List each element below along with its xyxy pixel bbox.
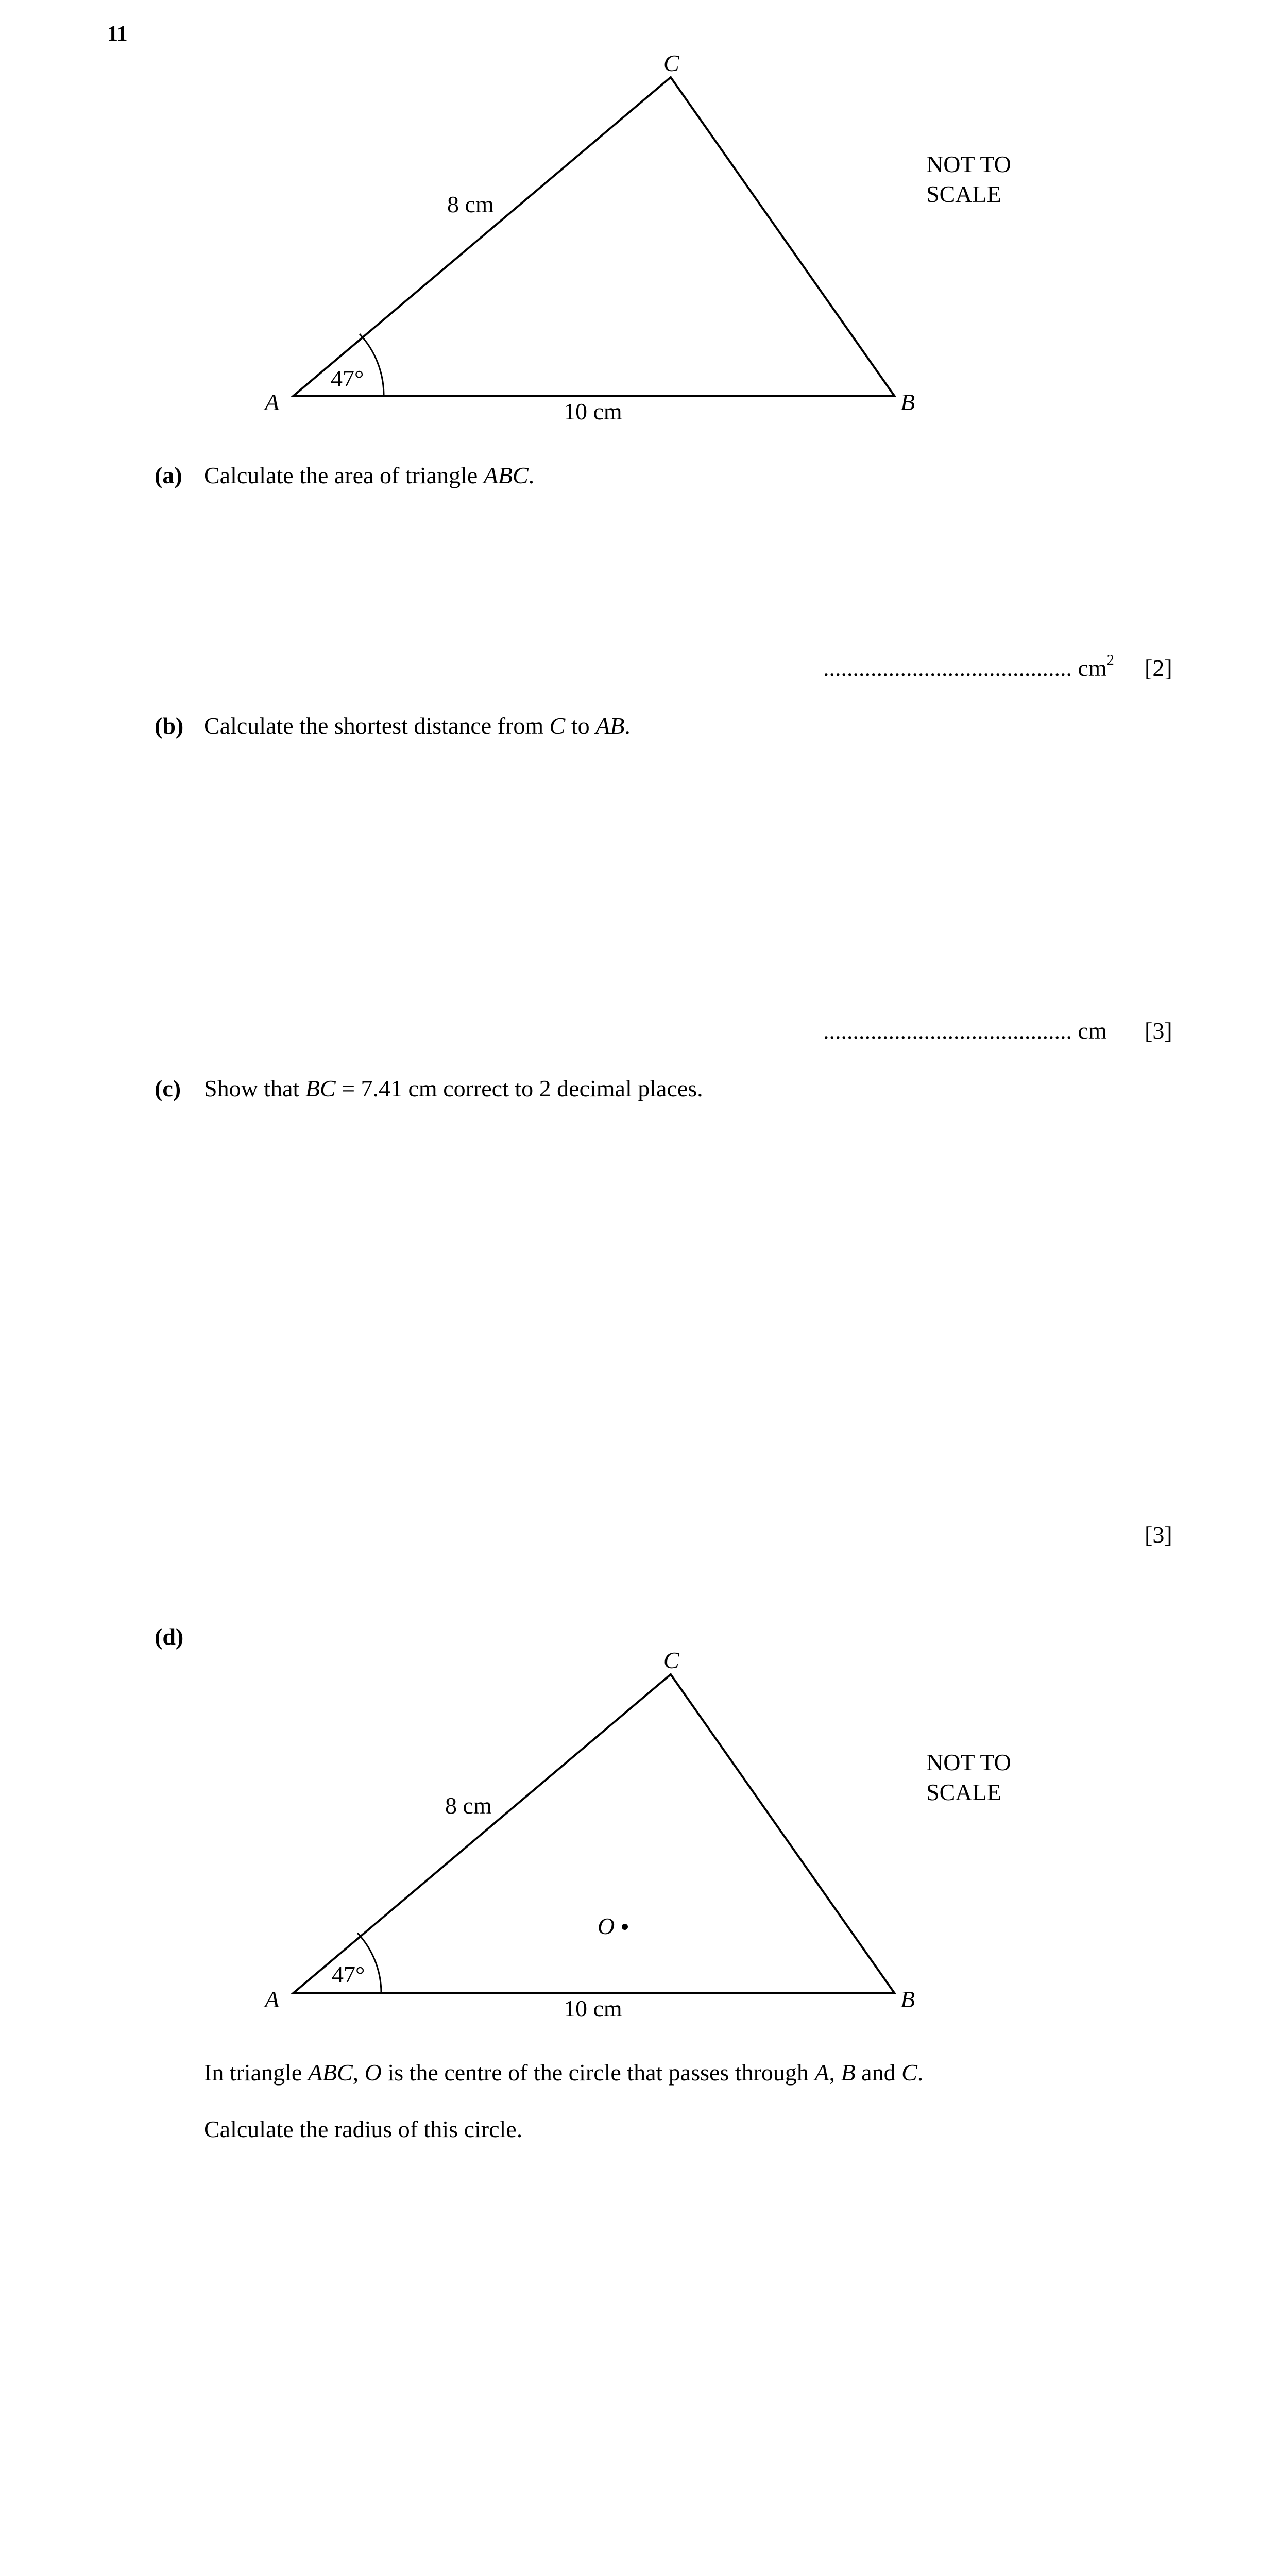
side-label-ab-d: 10 cm <box>564 1995 622 2022</box>
part-c-text-side-bc: BC <box>305 1075 336 1101</box>
part-d-text-comma: , <box>352 2059 365 2086</box>
not-to-scale-line2: SCALE <box>926 181 1001 207</box>
part-d-text-point-b: B <box>841 2059 856 2086</box>
part-a-text-end: . <box>528 462 535 488</box>
centre-label-o: O <box>598 1913 615 1939</box>
part-a-marks: [2] <box>1145 655 1172 681</box>
part-b-text: Calculate the shortest distance from <box>204 713 550 739</box>
part-a-text: Calculate the area of triangle <box>204 462 484 488</box>
centre-point-o <box>622 1924 628 1930</box>
not-to-scale-line1-d: NOT TO <box>926 1749 1011 1775</box>
vertex-label-c-d: C <box>663 1647 679 1673</box>
part-d-label: (d) <box>155 1623 184 1650</box>
vertex-label-b: B <box>900 389 915 415</box>
part-b-question <box>204 712 631 739</box>
vertex-label-a-d: A <box>265 1986 280 2012</box>
part-b-answer-dots: .......................................... <box>823 1018 1072 1044</box>
triangle-abc <box>294 77 894 396</box>
part-d-text-point-a: A <box>814 2059 829 2086</box>
part-b-text-to: to <box>565 713 596 739</box>
vertex-label-a: A <box>265 389 280 415</box>
vertex-label-b-d: B <box>900 1986 915 2012</box>
part-c-text: Show that <box>204 1075 305 1101</box>
vertex-label-c: C <box>663 50 679 76</box>
part-d-text-point-c: C <box>901 2059 917 2086</box>
part-d-text-comma-2: , <box>829 2059 841 2086</box>
part-b-answer-line <box>823 1017 1107 1044</box>
part-d-question: Calculate the radius of this circle. <box>204 2116 523 2142</box>
not-to-scale-line2-d: SCALE <box>926 1779 1001 1805</box>
part-a-answer-dots: .......................................... <box>823 655 1072 681</box>
part-c-question <box>204 1075 703 1102</box>
part-a-answer-unit-superscript: 2 <box>1106 652 1114 668</box>
angle-label-a: 47° <box>331 365 364 392</box>
part-a-answer-unit: cm <box>1078 655 1107 681</box>
side-label-ab: 10 cm <box>564 398 622 425</box>
not-to-scale-line1: NOT TO <box>926 151 1011 177</box>
side-label-ac-d: 8 cm <box>445 1792 492 1819</box>
triangle-circumcentre-diagram <box>0 1597 1278 2061</box>
part-d-text-and: and <box>855 2059 902 2086</box>
part-b-label: (b) <box>155 713 184 739</box>
side-label-ac: 8 cm <box>447 191 494 217</box>
triangle-abc-d <box>294 1674 894 1993</box>
part-c-marks: [3] <box>1145 1521 1172 1548</box>
part-d-text-middle: is the centre of the circle that passes through <box>381 2059 815 2086</box>
part-d-statement <box>204 2059 923 2086</box>
part-d-text-end: . <box>917 2059 924 2086</box>
part-a-text-triangle: ABC <box>483 462 529 488</box>
part-b-answer-unit: cm <box>1078 1018 1107 1044</box>
part-d-text-triangle: ABC <box>308 2059 353 2086</box>
part-b-text-side-ab: AB <box>595 713 625 739</box>
angle-label-a-d: 47° <box>332 1961 365 1988</box>
part-a-answer-line <box>823 654 1114 682</box>
question-number: 11 <box>107 22 128 46</box>
part-a-question <box>204 462 534 489</box>
part-a-label: (a) <box>155 462 182 488</box>
part-c-text-end: = 7.41 cm correct to 2 decimal places. <box>335 1075 703 1101</box>
part-b-marks: [3] <box>1145 1018 1172 1044</box>
triangle-diagram <box>0 0 1278 464</box>
part-b-text-point-c: C <box>549 713 566 739</box>
part-d-text: In triangle <box>204 2059 308 2086</box>
part-c-label: (c) <box>155 1075 181 1101</box>
part-b-text-end: . <box>624 713 631 739</box>
part-d-text-centre: O <box>364 2059 382 2086</box>
